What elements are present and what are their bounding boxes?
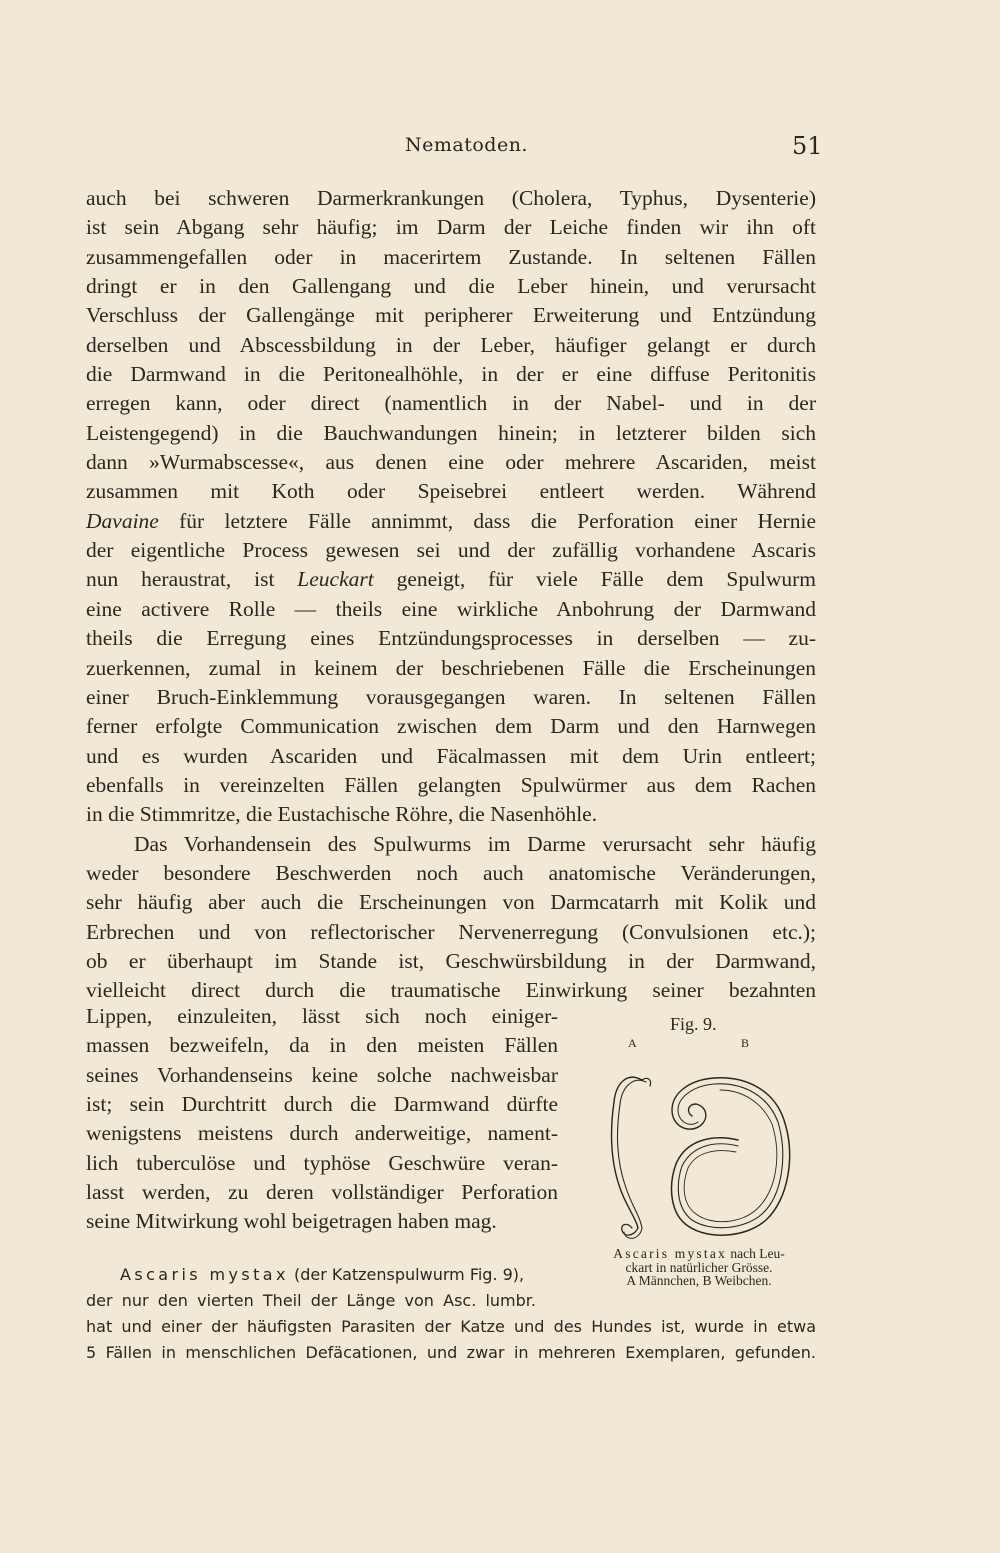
text-line: erregen kann, oder direct (namentlich in der Nabel- und in der xyxy=(86,391,816,416)
text-line: ferner erfolgte Communication zwischen dem Darm und den Harnwegen xyxy=(86,714,816,739)
text-line: weder besondere Beschwerden noch auch anatomische Veränderungen, xyxy=(86,860,816,885)
text-line: der eigentliche Process gewesen sei und der zufällig vorhandene Ascaris xyxy=(86,538,816,563)
caption-fragment: nach Leu- xyxy=(726,1246,785,1261)
text-line-leuckart xyxy=(86,565,816,594)
running-head xyxy=(0,130,1000,170)
text-fragment: nun heraustrat, ist xyxy=(86,567,298,592)
text-fragment: für letztere Fälle annimmt, dass die Perforation einer Hernie xyxy=(158,508,816,533)
small-print-line: der nur den vierten Theil der Länge von Asc. lumbr. xyxy=(86,1291,536,1310)
text-line: einer Bruch-Einklemmung vorausgegangen waren. In seltenen Fällen xyxy=(86,684,816,709)
text-line: auch bei schweren Darmerkrankungen (Cholera, Typhus, Dysenterie) xyxy=(86,186,816,210)
caption-line: ckart in natürlicher Grösse. xyxy=(625,1259,773,1275)
paragraph-start-line: Das Vorhandensein des Spulwurms im Darme verursacht sehr häufig xyxy=(134,831,816,856)
text-line: vielleicht direct durch die traumatische Einwirkung seiner bezahnten xyxy=(86,978,816,1003)
author-name-leuckart: Leuckart xyxy=(297,567,374,592)
male-worm-a xyxy=(612,1077,651,1238)
text-line: dringt er in den Gallengang und die Leber hinein, und verursacht xyxy=(86,274,816,299)
text-line: dann »Wurmabscesse«, aus denen eine oder mehrere Ascariden, meist xyxy=(86,450,816,475)
caption-line: A Männchen, B Weibchen. xyxy=(626,1273,772,1288)
text-line: eine activere Rolle — theils eine wirkliche Anbohrung der Darmwand xyxy=(86,596,816,621)
text-line: massen bezweifeln, da in den meisten Fällen xyxy=(86,1033,558,1058)
text-line: in die Stimmritze, die Eustachische Röhre, die Nasenhöhle. xyxy=(86,802,598,827)
text-line: ebenfalls in vereinzelten Fällen gelangten Spulwürmer aus dem Rachen xyxy=(86,772,816,797)
text-fragment: geneigt, für viele Fälle dem Spulwurm xyxy=(373,567,817,592)
text-line: seine Mitwirkung wohl beigetragen haben mag. xyxy=(86,1209,497,1234)
text-line: ob er überhaupt im Stande ist, Geschwürsbildung in der Darmwand, xyxy=(86,948,816,973)
text-line: seines Vorhandenseins keine solche nachweisbar xyxy=(86,1062,558,1087)
text-line: theils die Erregung eines Entzündungsprocesses in derselben — zu- xyxy=(86,626,816,651)
text-line: und es wurden Ascariden und Fäcalmassen mit dem Urin entleert; xyxy=(86,743,816,768)
caption-species: Ascaris mystax xyxy=(613,1246,727,1261)
caption-line xyxy=(574,1247,824,1261)
text-line: lich tuberculöse und typhöse Geschwüre veran- xyxy=(86,1150,558,1175)
text-line: Verschluss der Gallengänge mit peripherer Erweiterung und Entzündung xyxy=(86,303,816,328)
running-head-title: Nematoden. xyxy=(405,134,528,156)
panel-label-a: A xyxy=(628,1036,637,1050)
small-print-line xyxy=(86,1262,536,1288)
figure-label: Fig. 9. xyxy=(670,1014,717,1034)
text-line: die Darmwand in die Peritonealhöhle, in der er eine diffuse Peritonitis xyxy=(86,362,816,387)
author-name-davaine: Davaine xyxy=(86,508,159,533)
text-fragment: (der Katzenspulwurm Fig. 9), xyxy=(288,1265,525,1284)
text-beside-figure xyxy=(86,1002,558,1237)
panel-label-b: B xyxy=(741,1036,750,1050)
text-line: zusammen mit Koth oder Speisebrei entleert werden. Während xyxy=(86,479,816,504)
text-line: derselben und Abscessbildung in der Leber, häufiger gelangt er durch xyxy=(86,332,816,357)
text-line: wenigstens meistens durch anderweitige, nament- xyxy=(86,1121,558,1146)
text-line: zuerkennen, zumal in keinem der beschriebenen Fälle die Erscheinungen xyxy=(86,655,816,680)
small-print-line: hat und einer der häufigsten Parasiten der Katze und des Hundes ist, wurde in etwa xyxy=(86,1317,816,1336)
text-line: zusammengefallen oder in macerirtem Zustande. In seltenen Fällen xyxy=(86,244,816,269)
text-line: ist; sein Durchtritt durch die Darmwand dürfte xyxy=(86,1092,558,1117)
text-line: Lippen, einzuleiten, lässt sich noch einiger- xyxy=(86,1004,558,1028)
small-print-line: 5 Fällen in menschlichen Defäcationen, und zwar in mehreren Exemplaren, gefunden. xyxy=(86,1343,816,1362)
text-line: ist sein Abgang sehr häufig; im Darm der Leiche finden wir ihn oft xyxy=(86,215,816,240)
female-worm-b xyxy=(672,1078,790,1235)
small-print-paragraph xyxy=(86,1262,816,1366)
text-line-davaine xyxy=(86,507,816,536)
page-number: 51 xyxy=(792,132,823,160)
text-line: sehr häufig aber auch die Erscheinungen von Darmcatarrh mit Kolik und xyxy=(86,890,816,915)
text-line: lasst werden, zu deren vollständiger Perforation xyxy=(86,1180,558,1205)
text-line: Erbrechen und von reflectorischer Nervenerregung (Convulsionen etc.); xyxy=(86,919,816,944)
species-name: Ascaris mystax xyxy=(120,1265,289,1284)
worm-illustration xyxy=(596,1060,806,1245)
main-text xyxy=(86,184,816,1006)
text-line: Leistengegend) in die Bauchwandungen hinein; in letzterer bilden sich xyxy=(86,420,816,445)
